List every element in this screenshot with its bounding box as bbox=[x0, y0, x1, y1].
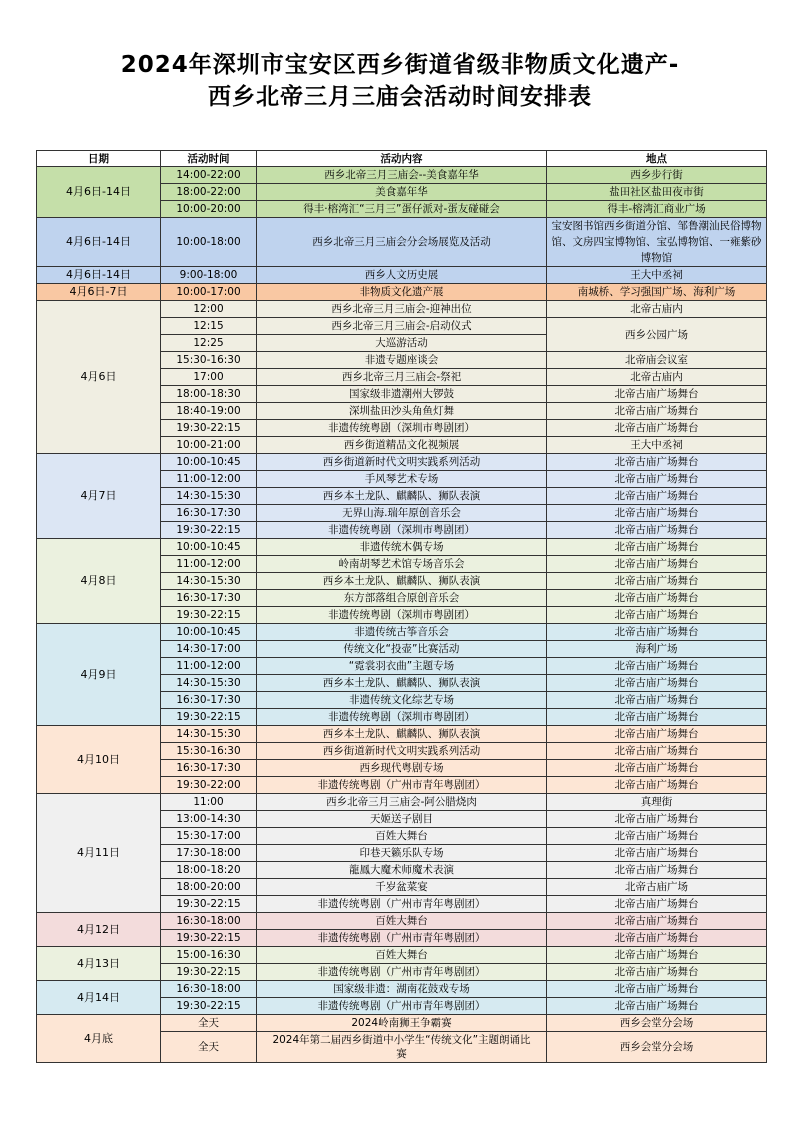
location-cell: 北帝古庙广场舞台 bbox=[547, 386, 767, 403]
location-cell: 北帝古庙广场舞台 bbox=[547, 658, 767, 675]
content-cell: 千岁盆菜宴 bbox=[257, 879, 547, 896]
content-cell: 西乡现代粤剧专场 bbox=[257, 760, 547, 777]
location-cell: 北帝古庙广场 bbox=[547, 879, 767, 896]
time-cell: 10:00-10:45 bbox=[161, 624, 257, 641]
time-cell: 19:30-22:15 bbox=[161, 607, 257, 624]
time-cell: 19:30-22:15 bbox=[161, 522, 257, 539]
content-cell: 非遗专题座谈会 bbox=[257, 352, 547, 369]
time-cell: 16:30-18:00 bbox=[161, 913, 257, 930]
time-cell: 15:30-16:30 bbox=[161, 743, 257, 760]
location-cell: 北帝古庙广场舞台 bbox=[547, 743, 767, 760]
time-cell: 19:30-22:15 bbox=[161, 964, 257, 981]
location-cell: 西乡会堂分会场 bbox=[547, 1032, 767, 1063]
content-cell: 东方部落组合原创音乐会 bbox=[257, 590, 547, 607]
time-cell: 10:00-10:45 bbox=[161, 539, 257, 556]
table-row bbox=[37, 284, 767, 301]
time-cell: 10:00-10:45 bbox=[161, 454, 257, 471]
location-cell: 西乡步行街 bbox=[547, 167, 767, 184]
location-cell: 北帝古庙广场舞台 bbox=[547, 726, 767, 743]
date-cell: 4月8日 bbox=[37, 539, 161, 624]
date-cell: 4月10日 bbox=[37, 726, 161, 794]
content-cell: 西乡街道新时代文明实践系列活动 bbox=[257, 743, 547, 760]
content-cell: 印巷天籁乐队专场 bbox=[257, 845, 547, 862]
time-cell: 全天 bbox=[161, 1015, 257, 1032]
content-cell: 西乡人文历史展 bbox=[257, 267, 547, 284]
content-cell: 非遗传统粤剧（深圳市粤剧团） bbox=[257, 607, 547, 624]
date-cell: 4月6日-14日 bbox=[37, 218, 161, 267]
time-cell: 10:00-18:00 bbox=[161, 218, 257, 267]
content-cell: 非物质文化遗产展 bbox=[257, 284, 547, 301]
location-cell: 北帝古庙内 bbox=[547, 369, 767, 386]
table-row bbox=[37, 913, 767, 930]
content-cell: 西乡北帝三月三庙会--美食嘉年华 bbox=[257, 167, 547, 184]
location-cell: 北帝古庙广场舞台 bbox=[547, 947, 767, 964]
time-cell: 11:00-12:00 bbox=[161, 658, 257, 675]
location-cell: 北帝古庙广场舞台 bbox=[547, 981, 767, 998]
header-row bbox=[37, 151, 767, 167]
content-cell: 西乡北帝三月三庙会-启动仪式 bbox=[257, 318, 547, 335]
time-cell: 10:00-20:00 bbox=[161, 201, 257, 218]
content-cell: 非遗传统粤剧（广州市青年粤剧团） bbox=[257, 998, 547, 1015]
location-cell: 北帝古庙广场舞台 bbox=[547, 777, 767, 794]
table-row bbox=[37, 726, 767, 743]
content-cell: 百姓大舞台 bbox=[257, 828, 547, 845]
content-cell: “霓裳羽衣曲”主题专场 bbox=[257, 658, 547, 675]
date-cell: 4月11日 bbox=[37, 794, 161, 913]
location-cell: 王大中丞祠 bbox=[547, 267, 767, 284]
content-cell: 非遗传统粤剧（广州市青年粤剧团） bbox=[257, 964, 547, 981]
title-line-2: 西乡北帝三月三庙会活动时间安排表 bbox=[208, 84, 592, 110]
time-cell: 10:00-17:00 bbox=[161, 284, 257, 301]
time-cell: 13:00-14:30 bbox=[161, 811, 257, 828]
table-row bbox=[37, 167, 767, 184]
content-cell: 美食嘉年华 bbox=[257, 184, 547, 201]
time-cell: 16:30-17:30 bbox=[161, 505, 257, 522]
table-row bbox=[37, 454, 767, 471]
header-date: 日期 bbox=[37, 151, 161, 167]
time-cell: 全天 bbox=[161, 1032, 257, 1063]
content-cell: 深圳盐田沙头角鱼灯舞 bbox=[257, 403, 547, 420]
location-cell: 北帝古庙广场舞台 bbox=[547, 828, 767, 845]
location-cell: 海利广场 bbox=[547, 641, 767, 658]
content-cell: 非遗传统粤剧（深圳市粤剧团） bbox=[257, 420, 547, 437]
location-cell: 真理街 bbox=[547, 794, 767, 811]
content-cell: 天姬送子剧目 bbox=[257, 811, 547, 828]
time-cell: 12:15 bbox=[161, 318, 257, 335]
date-cell: 4月12日 bbox=[37, 913, 161, 947]
time-cell: 17:00 bbox=[161, 369, 257, 386]
header-content: 活动内容 bbox=[257, 151, 547, 167]
content-cell: 非遗传统粤剧（广州市青年粤剧团） bbox=[257, 896, 547, 913]
time-cell: 16:30-18:00 bbox=[161, 981, 257, 998]
location-cell: 盐田社区盐田夜市街 bbox=[547, 184, 767, 201]
title-line-1: 2024年深圳市宝安区西乡街道省级非物质文化遗产- bbox=[120, 52, 680, 78]
date-cell: 4月6日-14日 bbox=[37, 267, 161, 284]
table-row bbox=[37, 794, 767, 811]
time-cell: 18:40-19:00 bbox=[161, 403, 257, 420]
table-row bbox=[37, 1015, 767, 1032]
content-cell: 得丰·榕湾汇“三月三”蛋仔派对-蛋友碰碰会 bbox=[257, 201, 547, 218]
content-cell: 非遗传统文化综艺专场 bbox=[257, 692, 547, 709]
time-cell: 12:25 bbox=[161, 335, 257, 352]
table-row bbox=[37, 218, 767, 267]
table-row bbox=[37, 624, 767, 641]
time-cell: 14:30-15:30 bbox=[161, 573, 257, 590]
content-cell: 手风琴艺术专场 bbox=[257, 471, 547, 488]
table-row bbox=[37, 947, 767, 964]
time-cell: 18:00-18:30 bbox=[161, 386, 257, 403]
content-cell: 非遗传统粤剧（广州市青年粤剧团） bbox=[257, 930, 547, 947]
location-cell: 北帝古庙广场舞台 bbox=[547, 573, 767, 590]
time-cell: 19:30-22:15 bbox=[161, 709, 257, 726]
time-cell: 16:30-17:30 bbox=[161, 590, 257, 607]
content-cell: 国家级非遗潮州大锣鼓 bbox=[257, 386, 547, 403]
location-cell: 西乡公园广场 bbox=[547, 318, 767, 352]
header-location: 地点 bbox=[547, 151, 767, 167]
content-cell: 非遗传统粤剧（广州市青年粤剧团） bbox=[257, 777, 547, 794]
content-cell: 岭南胡琴艺术馆专场音乐会 bbox=[257, 556, 547, 573]
location-cell: 北帝古庙广场舞台 bbox=[547, 624, 767, 641]
date-cell: 4月6日-7日 bbox=[37, 284, 161, 301]
date-cell: 4月6日 bbox=[37, 301, 161, 454]
time-cell: 17:30-18:00 bbox=[161, 845, 257, 862]
time-cell: 19:30-22:00 bbox=[161, 777, 257, 794]
location-cell: 北帝古庙广场舞台 bbox=[547, 403, 767, 420]
location-cell: 北帝庙会议室 bbox=[547, 352, 767, 369]
location-cell: 北帝古庙广场舞台 bbox=[547, 675, 767, 692]
location-cell: 北帝古庙广场舞台 bbox=[547, 930, 767, 947]
time-cell: 15:30-16:30 bbox=[161, 352, 257, 369]
table-row bbox=[37, 301, 767, 318]
content-cell: 百姓大舞台 bbox=[257, 947, 547, 964]
location-cell: 得丰-榕湾汇商业广场 bbox=[547, 201, 767, 218]
content-cell: 龍鳳大魔术师魔术表演 bbox=[257, 862, 547, 879]
content-cell: 无界山海.瑞年原创音乐会 bbox=[257, 505, 547, 522]
content-cell: 西乡本土龙队、麒麟队、狮队表演 bbox=[257, 573, 547, 590]
location-cell: 北帝古庙广场舞台 bbox=[547, 998, 767, 1015]
content-cell: 国家级非遗：湖南花鼓戏专场 bbox=[257, 981, 547, 998]
date-cell: 4月6日-14日 bbox=[37, 167, 161, 218]
location-cell: 北帝古庙广场舞台 bbox=[547, 556, 767, 573]
location-cell: 北帝古庙广场舞台 bbox=[547, 811, 767, 828]
location-cell: 北帝古庙广场舞台 bbox=[547, 607, 767, 624]
content-cell: 西乡街道新时代文明实践系列活动 bbox=[257, 454, 547, 471]
date-cell: 4月7日 bbox=[37, 454, 161, 539]
time-cell: 18:00-22:00 bbox=[161, 184, 257, 201]
time-cell: 14:30-15:30 bbox=[161, 726, 257, 743]
location-cell: 北帝古庙广场舞台 bbox=[547, 590, 767, 607]
location-cell: 北帝古庙广场舞台 bbox=[547, 760, 767, 777]
time-cell: 15:00-16:30 bbox=[161, 947, 257, 964]
date-cell: 4月13日 bbox=[37, 947, 161, 981]
location-cell: 北帝古庙广场舞台 bbox=[547, 913, 767, 930]
content-cell: 非遗传统木偶专场 bbox=[257, 539, 547, 556]
table-row bbox=[37, 539, 767, 556]
location-cell: 北帝古庙广场舞台 bbox=[547, 488, 767, 505]
location-cell: 北帝古庙广场舞台 bbox=[547, 454, 767, 471]
location-cell: 北帝古庙广场舞台 bbox=[547, 896, 767, 913]
date-cell: 4月底 bbox=[37, 1015, 161, 1063]
content-cell: 传统文化“投壶”比赛活动 bbox=[257, 641, 547, 658]
location-cell: 北帝古庙广场舞台 bbox=[547, 862, 767, 879]
location-cell: 北帝古庙广场舞台 bbox=[547, 471, 767, 488]
content-cell: 西乡本土龙队、麒麟队、狮队表演 bbox=[257, 675, 547, 692]
time-cell: 10:00-21:00 bbox=[161, 437, 257, 454]
time-cell: 19:30-22:15 bbox=[161, 420, 257, 437]
content-cell: 2024岭南狮王争霸赛 bbox=[257, 1015, 547, 1032]
location-cell: 北帝古庙广场舞台 bbox=[547, 505, 767, 522]
time-cell: 14:30-17:00 bbox=[161, 641, 257, 658]
schedule-table bbox=[36, 150, 767, 1063]
time-cell: 12:00 bbox=[161, 301, 257, 318]
content-cell: 百姓大舞台 bbox=[257, 913, 547, 930]
content-cell: 西乡本土龙队、麒麟队、狮队表演 bbox=[257, 726, 547, 743]
time-cell: 11:00 bbox=[161, 794, 257, 811]
location-cell: 西乡会堂分会场 bbox=[547, 1015, 767, 1032]
table-row bbox=[37, 267, 767, 284]
time-cell: 15:30-17:00 bbox=[161, 828, 257, 845]
time-cell: 14:30-15:30 bbox=[161, 675, 257, 692]
time-cell: 18:00-20:00 bbox=[161, 879, 257, 896]
time-cell: 14:30-15:30 bbox=[161, 488, 257, 505]
content-cell: 西乡北帝三月三庙会分会场展览及活动 bbox=[257, 218, 547, 267]
content-cell: 非遗传统古筝音乐会 bbox=[257, 624, 547, 641]
table-row bbox=[37, 981, 767, 998]
time-cell: 11:00-12:00 bbox=[161, 471, 257, 488]
date-cell: 4月9日 bbox=[37, 624, 161, 726]
content-cell: 西乡北帝三月三庙会-迎神出位 bbox=[257, 301, 547, 318]
location-cell: 北帝古庙广场舞台 bbox=[547, 845, 767, 862]
location-cell: 北帝古庙广场舞台 bbox=[547, 522, 767, 539]
location-cell: 宝安图书馆西乡街道分馆、邹鲁潮汕民俗博物馆、文房四宝博物馆、宝弘博物馆、一雍紫砂博物馆 bbox=[547, 218, 767, 267]
time-cell: 16:30-17:30 bbox=[161, 760, 257, 777]
time-cell: 18:00-18:20 bbox=[161, 862, 257, 879]
time-cell: 19:30-22:15 bbox=[161, 998, 257, 1015]
time-cell: 9:00-18:00 bbox=[161, 267, 257, 284]
location-cell: 南城桥、学习强国广场、海利广场 bbox=[547, 284, 767, 301]
content-cell: 2024年第二届西乡街道中小学生“传统文化”主题朗诵比赛 bbox=[257, 1032, 547, 1063]
content-cell: 大巡游活动 bbox=[257, 335, 547, 352]
location-cell: 北帝古庙广场舞台 bbox=[547, 709, 767, 726]
date-cell: 4月14日 bbox=[37, 981, 161, 1015]
location-cell: 北帝古庙内 bbox=[547, 301, 767, 318]
content-cell: 西乡本土龙队、麒麟队、狮队表演 bbox=[257, 488, 547, 505]
content-cell: 非遗传统粤剧（深圳市粤剧团） bbox=[257, 709, 547, 726]
time-cell: 16:30-17:30 bbox=[161, 692, 257, 709]
time-cell: 19:30-22:15 bbox=[161, 930, 257, 947]
content-cell: 西乡北帝三月三庙会-阿公腊烧肉 bbox=[257, 794, 547, 811]
content-cell: 非遗传统粤剧（深圳市粤剧团） bbox=[257, 522, 547, 539]
location-cell: 北帝古庙广场舞台 bbox=[547, 539, 767, 556]
time-cell: 14:00-22:00 bbox=[161, 167, 257, 184]
location-cell: 王大中丞祠 bbox=[547, 437, 767, 454]
location-cell: 北帝古庙广场舞台 bbox=[547, 420, 767, 437]
content-cell: 西乡街道精品文化视频展 bbox=[257, 437, 547, 454]
location-cell: 北帝古庙广场舞台 bbox=[547, 964, 767, 981]
time-cell: 11:00-12:00 bbox=[161, 556, 257, 573]
location-cell: 北帝古庙广场舞台 bbox=[547, 692, 767, 709]
header-time: 活动时间 bbox=[161, 151, 257, 167]
content-cell: 西乡北帝三月三庙会-祭祀 bbox=[257, 369, 547, 386]
time-cell: 19:30-22:15 bbox=[161, 896, 257, 913]
